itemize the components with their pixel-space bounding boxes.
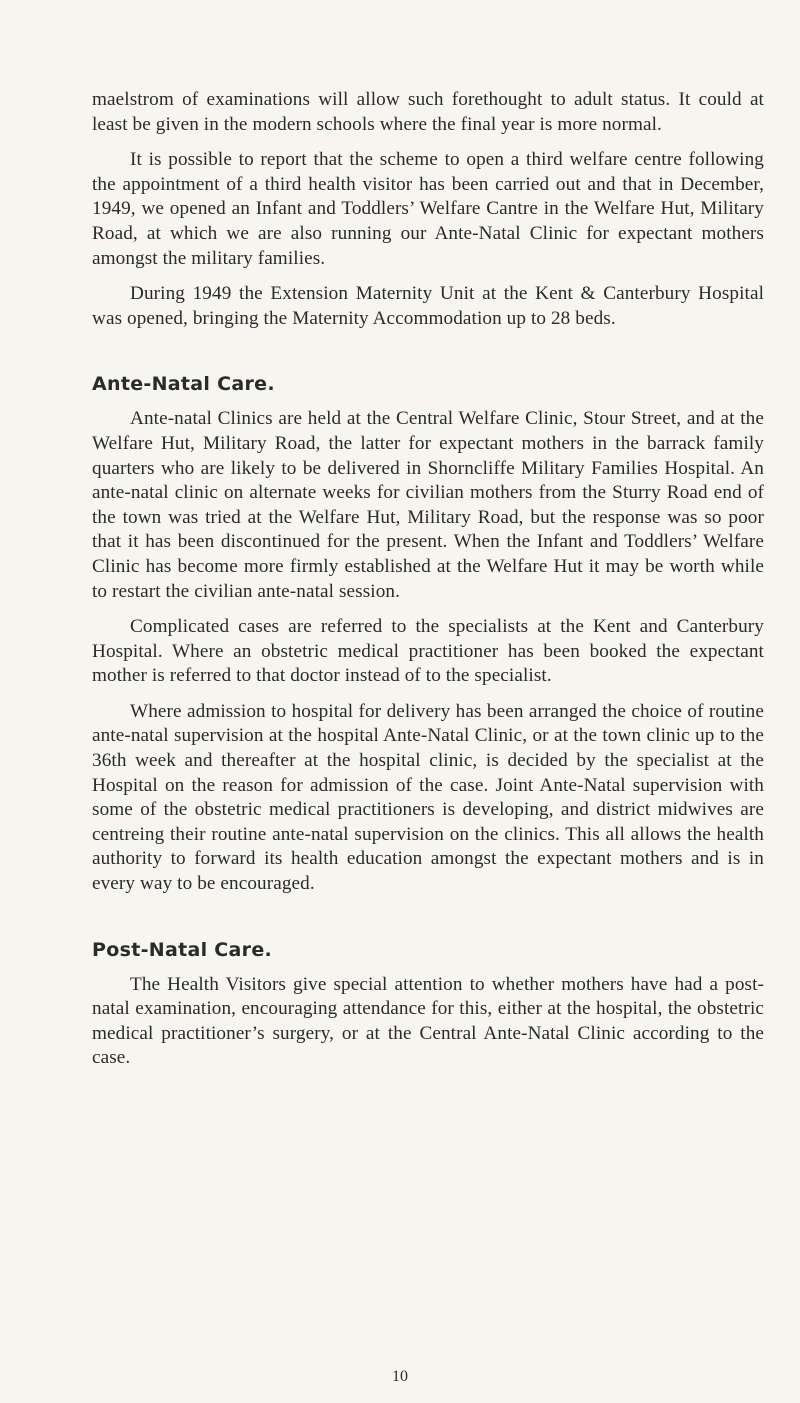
body-paragraph: Ante-natal Clinics are held at the Central Welfare Clinic, Stour Street, and at the Welfare Hut, Military Road, the latter for expectant mothers in the barrack family quarters who are likely to be delivered in Shorncliffe Military Families Hospital. An ante-natal clinic on alternate weeks for civilian mothers from the Sturry Road end of the town was tried at the Welfare Hut, Military Road, but the response was so poor that it has been discontinued for the present. When the Infant and Toddlers’ Welfare Clinic has become more firmly established at the Welfare Hut it may be worth while to restart the civilian ante-natal session. [92, 408, 764, 602]
page-number: 10 [392, 1368, 408, 1385]
section-heading-ante-natal: Ante-Natal Care. [92, 373, 275, 396]
body-paragraph: The Health Visitors give special attention to whether mothers have had a post-natal examination, encouraging attendance for this, either at the hospital, the obstetric medical practitioner’s surgery, or at the Central Ante-Natal Clinic according to the case. [92, 973, 764, 1069]
body-paragraph: During 1949 the Extension Maternity Unit at the Kent & Canterbury Hospital was opened, bringing the Maternity Accommodation up to 28 beds. [92, 283, 764, 329]
body-paragraph: It is possible to report that the scheme to open a third welfare centre following the appointment of a third health visitor has been carried out and that in December, 1949, we opened an Infant and Toddlers’ Welfare Cantre in the Welfare Hut, Military Road, at which we are also running our Ante-Natal Clinic for expectant mothers amongst the military families. [92, 149, 764, 269]
body-paragraph: Where admission to hospital for delivery has been arranged the choice of routine ante-natal supervision at the hospital Ante-Natal Clinic, or at the town clinic up to the 36th week and thereafter at the hospital clinic, is decided by the specialist at the Hospital on the reason for admission of the case. Joint Ante-Natal supervision with some of the obstetric medical practitioners is developing, and district midwives are centreing their routine ante-natal supervision on the clinics. This all allows the health authority to forward its health education amongst the expectant mothers and is in every way to be encouraged. [92, 700, 764, 895]
section-heading-post-natal: Post-Natal Care. [92, 938, 273, 961]
page-body [92, 88, 764, 1071]
body-paragraph: maelstrom of examinations will allow such forethought to adult status. It could at least be given in the modern schools where the final year is more normal. [92, 89, 764, 135]
body-paragraph: Complicated cases are referred to the specialists at the Kent and Canterbury Hospital. Where an obstetric medical practitioner has been booked the expectant mother is referred to that doctor instead of to the specialist. [92, 616, 764, 687]
